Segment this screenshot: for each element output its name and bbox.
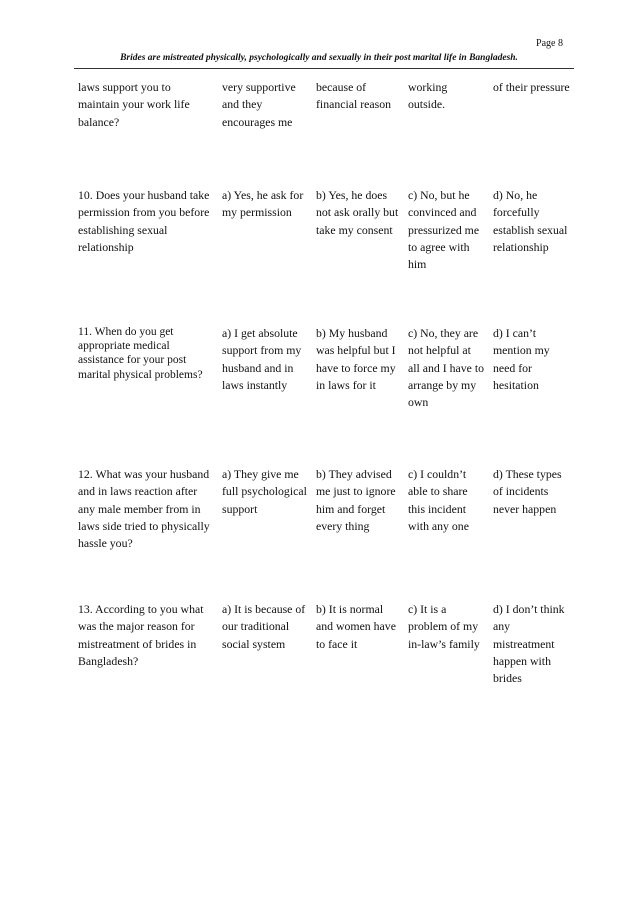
option-cell: a) I get absolute support from my husband and in laws instantly: [222, 326, 302, 392]
question-cell: 10. Does your husband take permission from you before establishing sexual relationship: [78, 188, 210, 254]
option-cell: c) No, but he convinced and pressurized me to agree with him: [408, 188, 480, 272]
option-cell: b) It is normal and women have to face it: [316, 602, 396, 651]
option-cell: because of financial reason: [316, 80, 392, 112]
option-cell: c) No, they are not helpful at all and I have to arrange by my own: [408, 326, 484, 410]
header-divider: [74, 68, 574, 69]
option-cell: working outside.: [408, 80, 448, 112]
option-cell: d) I can’t mention my need for hesitation: [493, 326, 550, 392]
option-cell: a) They give me full psychological support: [222, 467, 307, 516]
option-cell: b) Yes, he does not ask orally but take my consent: [316, 188, 399, 237]
table-row: [74, 79, 578, 187]
questionnaire-table: [74, 79, 578, 701]
table-row: [74, 187, 578, 325]
option-cell: of their pressure: [493, 80, 570, 94]
question-cell: laws support you to maintain your work life balance?: [78, 80, 190, 129]
option-cell: d) I don’t think any mistreatment happen with brides: [493, 602, 565, 686]
option-cell: c) I couldn’t able to share this incident with any one: [408, 467, 469, 533]
page-number: Page 8: [536, 38, 563, 49]
option-cell: d) No, he forcefully establish sexual relationship: [493, 188, 568, 254]
table-row: [74, 601, 578, 701]
running-header: Brides are mistreated physically, psychologically and sexually in their post marital life in Bangladesh.: [120, 53, 518, 63]
question-cell: 13. According to you what was the major reason for mistreatment of brides in Bangladesh?: [78, 602, 204, 668]
option-cell: very supportive and they encourages me: [222, 80, 296, 129]
option-cell: a) Yes, he ask for my permission: [222, 188, 304, 220]
option-cell: b) They advised me just to ignore him and forget every thing: [316, 467, 396, 533]
option-cell: c) It is a problem of my in-law’s family: [408, 602, 480, 651]
table-row: [74, 466, 578, 601]
question-cell: 12. What was your husband and in laws reaction after any male member from in laws side tried to physically hassle you?: [78, 467, 210, 551]
option-cell: d) These types of incidents never happen: [493, 467, 562, 516]
option-cell: b) My husband was helpful but I have to force my in laws for it: [316, 326, 396, 392]
question-cell: 11. When do you get appropriate medical assistance for your post marital physical problems?: [78, 326, 203, 381]
option-cell: a) It is because of our traditional social system: [222, 602, 306, 651]
table-row: [74, 325, 578, 466]
